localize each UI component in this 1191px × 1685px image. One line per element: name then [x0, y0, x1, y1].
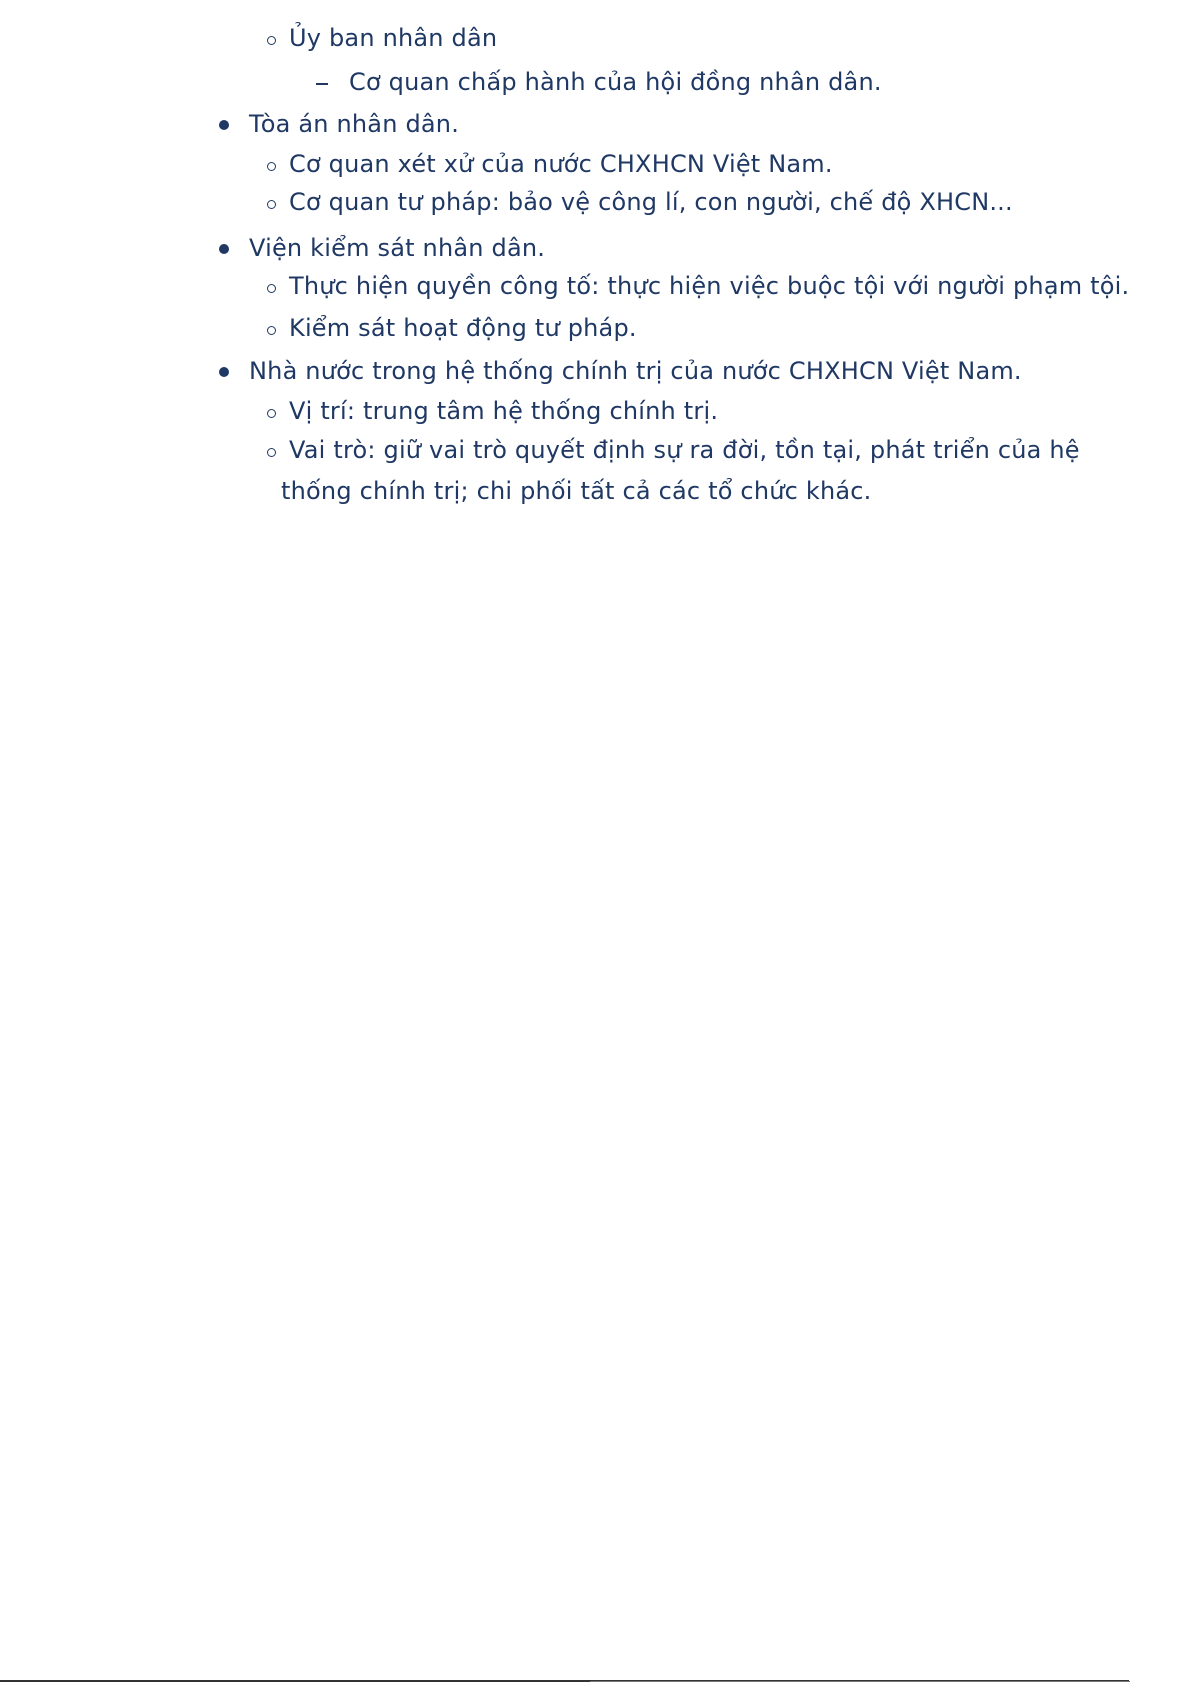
list-item-continuation: thống chính trị; chi phối tất cả các tổ chức khác. [281, 477, 872, 505]
list-item: Kiểm sát hoạt động tư pháp. [289, 314, 637, 342]
circle-bullet-icon [267, 200, 276, 209]
dash-bullet-icon [316, 83, 328, 85]
circle-bullet-icon [267, 284, 276, 293]
circle-bullet-icon [267, 326, 276, 335]
circle-bullet-icon [267, 448, 276, 457]
dot-bullet-icon [219, 367, 229, 377]
circle-bullet-icon [267, 409, 276, 418]
dot-bullet-icon [219, 244, 229, 254]
list-item: Cơ quan xét xử của nước CHXHCN Việt Nam. [289, 150, 833, 178]
footer-rule-thin [590, 1681, 1130, 1682]
list-item: Tòa án nhân dân. [249, 110, 460, 138]
circle-bullet-icon [267, 36, 276, 45]
list-item: Vai trò: giữ vai trò quyết định sự ra đời, tồn tại, phát triển của hệ [289, 436, 1080, 464]
dot-bullet-icon [219, 120, 229, 130]
list-item: Cơ quan tư pháp: bảo vệ công lí, con người, chế độ XHCN... [289, 188, 1013, 216]
list-item: Viện kiểm sát nhân dân. [249, 234, 546, 262]
list-item: Vị trí: trung tâm hệ thống chính trị. [289, 397, 719, 425]
list-item: Thực hiện quyền công tố: thực hiện việc buộc tội với người phạm tội. [289, 272, 1130, 300]
list-item: Ủy ban nhân dân [289, 24, 498, 52]
list-item: Nhà nước trong hệ thống chính trị của nước CHXHCN Việt Nam. [249, 357, 1022, 385]
circle-bullet-icon [267, 162, 276, 171]
list-item: Cơ quan chấp hành của hội đồng nhân dân. [349, 68, 882, 96]
